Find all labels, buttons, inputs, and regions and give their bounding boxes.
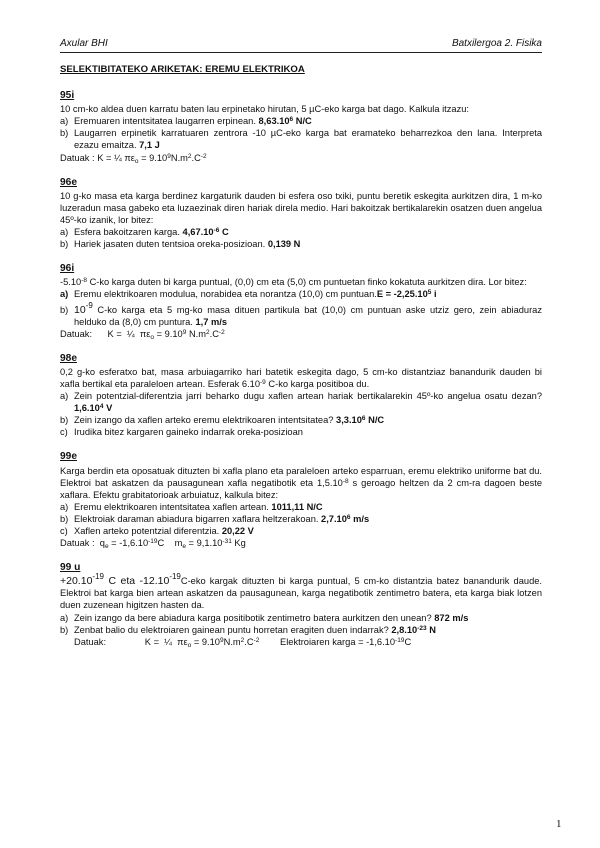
exercise-99e bbox=[60, 451, 542, 549]
question-a: a) Zein izango da bere abiadura karga positibotik zentimetro batera aurkitzen den unean? 872 m/s bbox=[60, 612, 469, 623]
exercise-statement: Karga berdin eta oposatuak dituzten bi xafla plano eta paraleloen arteko esparruan, eremu elektriko uniforme bat du. Elektroi bat askatzen da pausagunean xafla negatibotik eta $1,5.10^{-8}$ s geroago heltzen da 2 cm-ra dagoen beste xaflara. Efektu grabitatorioak arbuiatuz, kalkula bitez: bbox=[60, 465, 542, 500]
exercise-statement: $+20.10^{-19}$ C eta $-12.10^{-19}C$-eko kargak dituzten bi karga puntual, 5 cm-ko distantzia batez banandurik daude. Elektroi bat karga bien artean askatzen da pausagunean, karga negatibotik zentimetro batera, eta karga biak lotzen duen zuzenean higitzen hasten da. bbox=[60, 572, 542, 611]
exercise-number: 96i bbox=[60, 263, 75, 275]
answer: 7,1 J bbox=[139, 140, 160, 151]
question-a: a) Eremu elektrikoaren intentsitatea xaflen artean. 1011,11 N/C bbox=[60, 501, 323, 512]
exercise-number: 96e bbox=[60, 176, 77, 188]
given-data: Datuak: K = ¼ $\pi\varepsilon_o = 9.10^9N.m^2.C^{-2}$ Elektroiaren karga = $-1,6.10^{-19}C$ bbox=[74, 636, 412, 649]
answer: 1011,11 N/C bbox=[271, 501, 323, 512]
exercise-statement: 10 cm-ko aldea duen karratu baten lau erpinetako hirutan, 5 µC-eko karga bat dago. Kalkula itzazu: bbox=[60, 104, 469, 115]
question-c: c) Xaflen arteko potentzial diferentzia. 20,22 V bbox=[60, 526, 254, 536]
given-data: Datuak: K = ¼ $\pi\varepsilon_o = 9.10^9$ $N.m^2.C^{-2}$ bbox=[60, 328, 225, 341]
answer: $2,8.10^{-23}$ N bbox=[391, 624, 436, 635]
page-number: 1 bbox=[556, 818, 562, 830]
question-a: a) Eremuaren intentsitatea laugarren erpinean. 8,63.10$^6$ N/C bbox=[60, 116, 312, 127]
question-b: b) Zenbat balio du elektroiaren gainean puntu horretan eragiten duen indarrak? $2,8.10^{-23}$ N bbox=[60, 624, 436, 635]
exercise-96i bbox=[60, 263, 542, 340]
given-data: Datuak : K = ¼ $\pi\varepsilon_o = 9.10^9N.m^2.C^{-2}$ bbox=[60, 152, 207, 165]
exercise-number: 98e bbox=[60, 352, 77, 364]
given-data: Datuak : $q_e = -1,6.10^{-19}C$ $m_e = 9,1.10^{-31}$ Kg bbox=[60, 538, 246, 551]
question-a: a) Zein potentzial-diferentzia jarri beharko dugu xaflen artean hariak bertikalarekin 45º-ko angelua osatu dezan? 1,6.10$^4$ V bbox=[60, 391, 542, 414]
exercise-statement: 10 g-ko masa eta karga berdinez kargaturik dauden bi esfera oso txiki, puntu beretik eskegita aurkitzen dira, 1 m-ko luzeradun masa gabeko eta luzaezinak diren hariak direla medio. Hari bakoitzak bertikalarekin osatzen duen angelua 45º-ko izanik, lor bitez: bbox=[60, 190, 542, 225]
exercise-96e bbox=[60, 177, 542, 251]
answer: 0,139 N bbox=[267, 239, 301, 250]
answer: 2,7.10$^6$ m/s bbox=[321, 513, 370, 524]
header-school: Axular BHI bbox=[60, 38, 108, 49]
question-c: c) Irudika bitez kargaren gaineko indarrak oreka-posizioan bbox=[60, 427, 303, 438]
question-b: b) Elektroiak daraman abiadura bigarren xaflara heltzerakoan. 2,7.10$^6$ m/s bbox=[60, 513, 370, 524]
exercise-98e bbox=[60, 353, 542, 439]
answer: 8,63.10$^6$ N/C bbox=[258, 116, 312, 127]
exercise-statement: 0,2 g-ko esferatxo bat, masa arbuiagarriko hari batetik eskegita dago, 5 cm-ko distantziaz banandurik dauden bi xafla bertikal eta paraleloen artean. Esferak $6.10^{-9}$ C-ko karga positiboa du. bbox=[60, 366, 542, 389]
document-title: SELEKTIBITATEKO ARIKETAK: EREMU ELEKTRIKOA bbox=[60, 64, 305, 75]
answer: $E = -2,25.10^5$ i bbox=[376, 289, 437, 300]
answer: 20,22 V bbox=[221, 526, 254, 536]
exercise-number: 99e bbox=[60, 451, 77, 463]
answer: 872 m/s bbox=[434, 612, 469, 623]
exercise-95i bbox=[60, 90, 542, 164]
question-b: b) Zein izango da xaflen arteko eremu elektrikoaren intentsitatea? 3,3.10$^6$ N/C bbox=[60, 415, 385, 426]
answer: 3,3.10$^6$ N/C bbox=[336, 415, 385, 426]
document-body bbox=[60, 64, 542, 661]
question-a: a) Esfera bakoitzaren karga. $4,67.10^{-6}$ C bbox=[60, 227, 229, 238]
answer: 1,7 m/s bbox=[195, 316, 227, 327]
page-header bbox=[60, 38, 542, 53]
question-b: b) Hariek jasaten duten tentsioa oreka-posizioan. 0,139 N bbox=[60, 239, 301, 250]
answer: 1,6.10$^4$ V bbox=[74, 403, 113, 414]
exercise-number: 95i bbox=[60, 90, 75, 102]
question-a: a) Eremu elektrikoaren modulua, norabidea eta norantza (10,0) cm puntuan.E = $-2,25.10^5$ i bbox=[60, 289, 437, 300]
exercise-number: 99 u bbox=[60, 562, 81, 574]
exercise-statement: $-5.10^{-8}$ C-ko karga duten bi karga puntual, (0,0) cm eta (5,0) cm puntuetan finko kokatuta aurkitzen dira. Lor bitez: bbox=[60, 277, 527, 288]
answer: $4,67.10^{-6}$ C bbox=[182, 227, 229, 238]
exercise-99u bbox=[60, 562, 542, 648]
question-b: b) Laugarren erpinetik karratuaren zentrora -10 µC-eko karga bat eramateko beharrezkoa den lana. Interpreta ezazu emaitza. 7,1 J bbox=[60, 128, 542, 151]
header-course: Batxilergoa 2. Fisika bbox=[451, 38, 542, 49]
question-b: b) $10^{-9}$ C-ko karga eta 5 mg-ko masa dituen partikula bat (10,0) cm puntuan aske utziz gero, zein abiaduraz helduko da (8,0) cm puntura. 1,7 m/s bbox=[60, 300, 542, 327]
